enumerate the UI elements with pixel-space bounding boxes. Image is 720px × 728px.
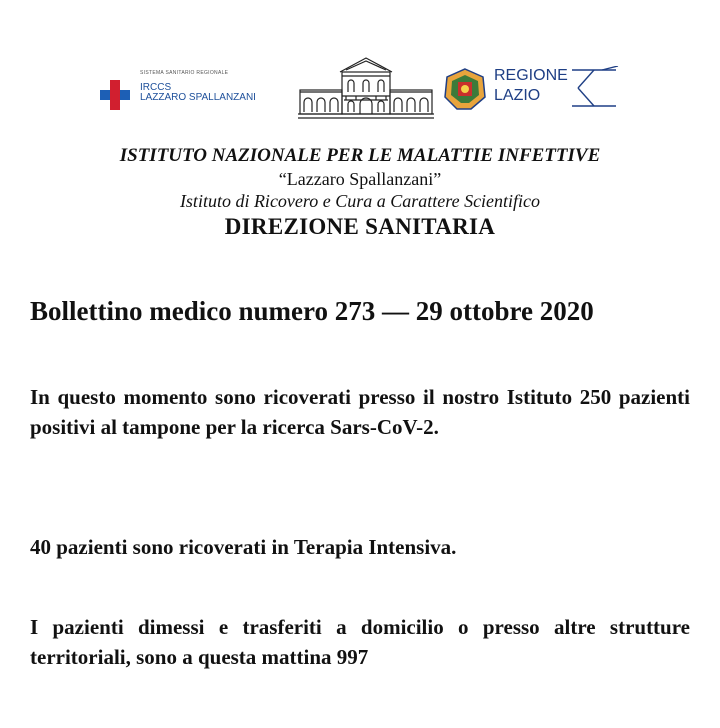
spallanzani-system-text: SISTEMA SANITARIO REGIONALE [140, 70, 229, 76]
institute-header [0, 144, 720, 242]
building-drawing-icon [296, 52, 436, 122]
red-cross-icon [100, 80, 130, 110]
paragraph-intensive-care: 40 pazienti sono ricoverati in Terapia Intensiva. [30, 535, 457, 559]
spallanzani-logo [100, 70, 290, 110]
institute-subname: “Lazzaro Spallanzani” [278, 169, 442, 189]
spallanzani-name-text: LAZZARO SPALLANZANI [140, 92, 256, 103]
regione-text: REGIONE [494, 67, 568, 84]
institute-description: Istituto di Ricovero e Cura a Carattere Scientifico [179, 191, 541, 211]
logo-row [0, 52, 720, 124]
spallanzani-irccs-text: IRCCS [140, 82, 172, 93]
institute-name: ISTITUTO NAZIONALE PER LE MALATTIE INFETTIVE [119, 145, 601, 166]
paragraph-hospitalized: In questo momento sono ricoverati presso il nostro Istituto 250 pazienti positivi al tampone per la ricerca Sars-CoV-2. [30, 385, 690, 439]
department-title: DIREZIONE SANITARIA [224, 214, 496, 239]
paragraph-discharged: I pazienti dimessi e trasferiti a domicilio o presso altre strutture territoriali, sono a questa mattina 997 [30, 615, 690, 669]
lazio-emblem-icon [444, 68, 486, 110]
lazio-text: LAZIO [494, 87, 541, 104]
regione-lazio-logo [444, 66, 620, 116]
lazio-chevron-lines-icon [572, 66, 620, 110]
bulletin-title: Bollettino medico numero 273 — 29 ottobre 2020 [30, 296, 594, 326]
